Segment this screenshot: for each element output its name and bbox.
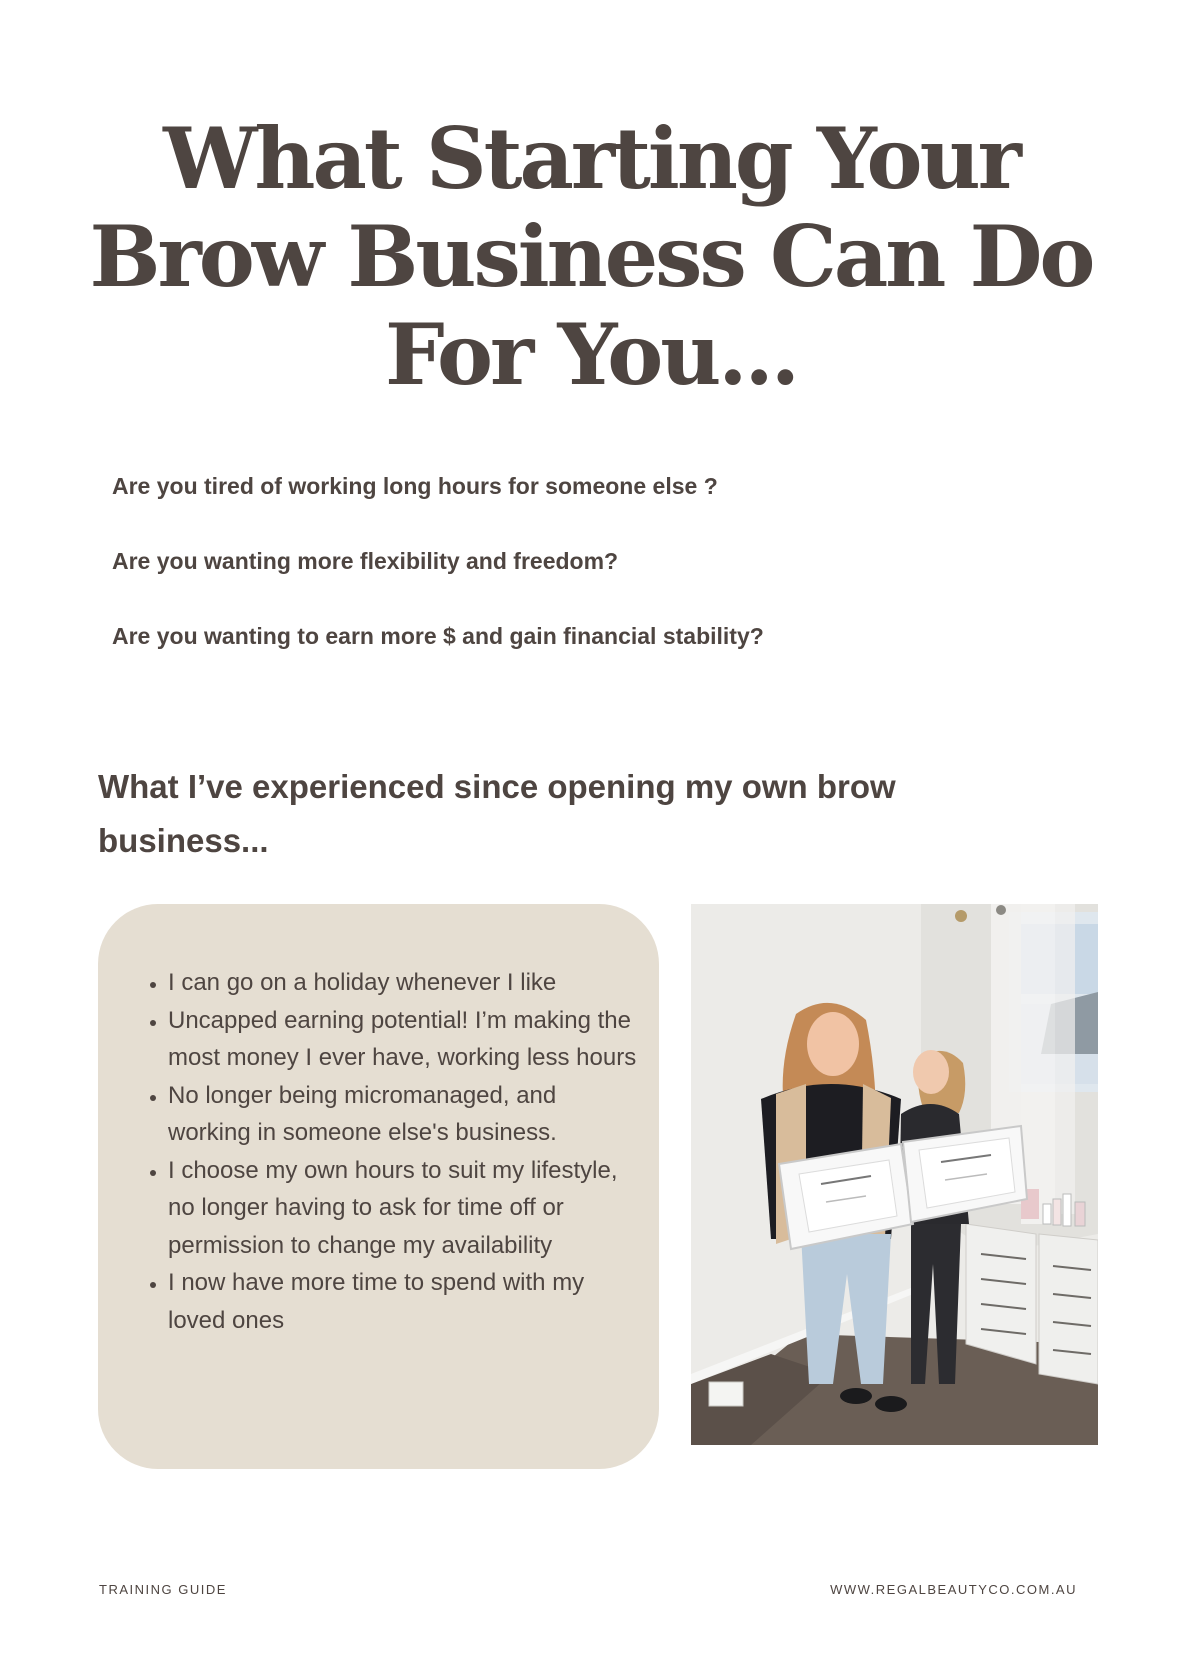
footer-website: WWW.REGALBEAUTYCO.COM.AU bbox=[830, 1582, 1077, 1597]
question-item: Are you wanting more flexibility and freedom? bbox=[112, 548, 619, 574]
footer-label: TRAINING GUIDE bbox=[99, 1582, 227, 1597]
title-line-1: What Starting Your bbox=[163, 109, 1019, 208]
photo-illustration bbox=[691, 904, 1098, 1445]
benefits-list bbox=[142, 964, 639, 1339]
benefit-item: • I now have more time to spend with my loved ones bbox=[168, 1264, 639, 1339]
title-line-3: For You... bbox=[384, 305, 798, 404]
question-item: Are you wanting to earn more $ and gain financial stability? bbox=[112, 623, 764, 649]
benefit-item: • No longer being micromanaged, and working in someone else's business. bbox=[168, 1077, 639, 1152]
title-line-2: Brow Business Can Do bbox=[89, 207, 1093, 306]
benefit-item: • I can go on a holiday whenever I like bbox=[168, 964, 639, 1002]
benefit-item: • I choose my own hours to suit my lifestyle, no longer having to ask for time off or permission to change my availability bbox=[168, 1152, 639, 1265]
benefits-card bbox=[98, 904, 659, 1469]
question-list bbox=[112, 472, 1112, 697]
page-title bbox=[60, 110, 1122, 404]
photo-two-women-with-certificates bbox=[691, 904, 1098, 1445]
benefit-item: • Uncapped earning potential! I’m making the most money I ever have, working less hours bbox=[168, 1002, 639, 1077]
section-subheading: What I’ve experienced since opening my own brow business... bbox=[98, 768, 896, 859]
question-item: Are you tired of working long hours for someone else ? bbox=[112, 473, 718, 499]
